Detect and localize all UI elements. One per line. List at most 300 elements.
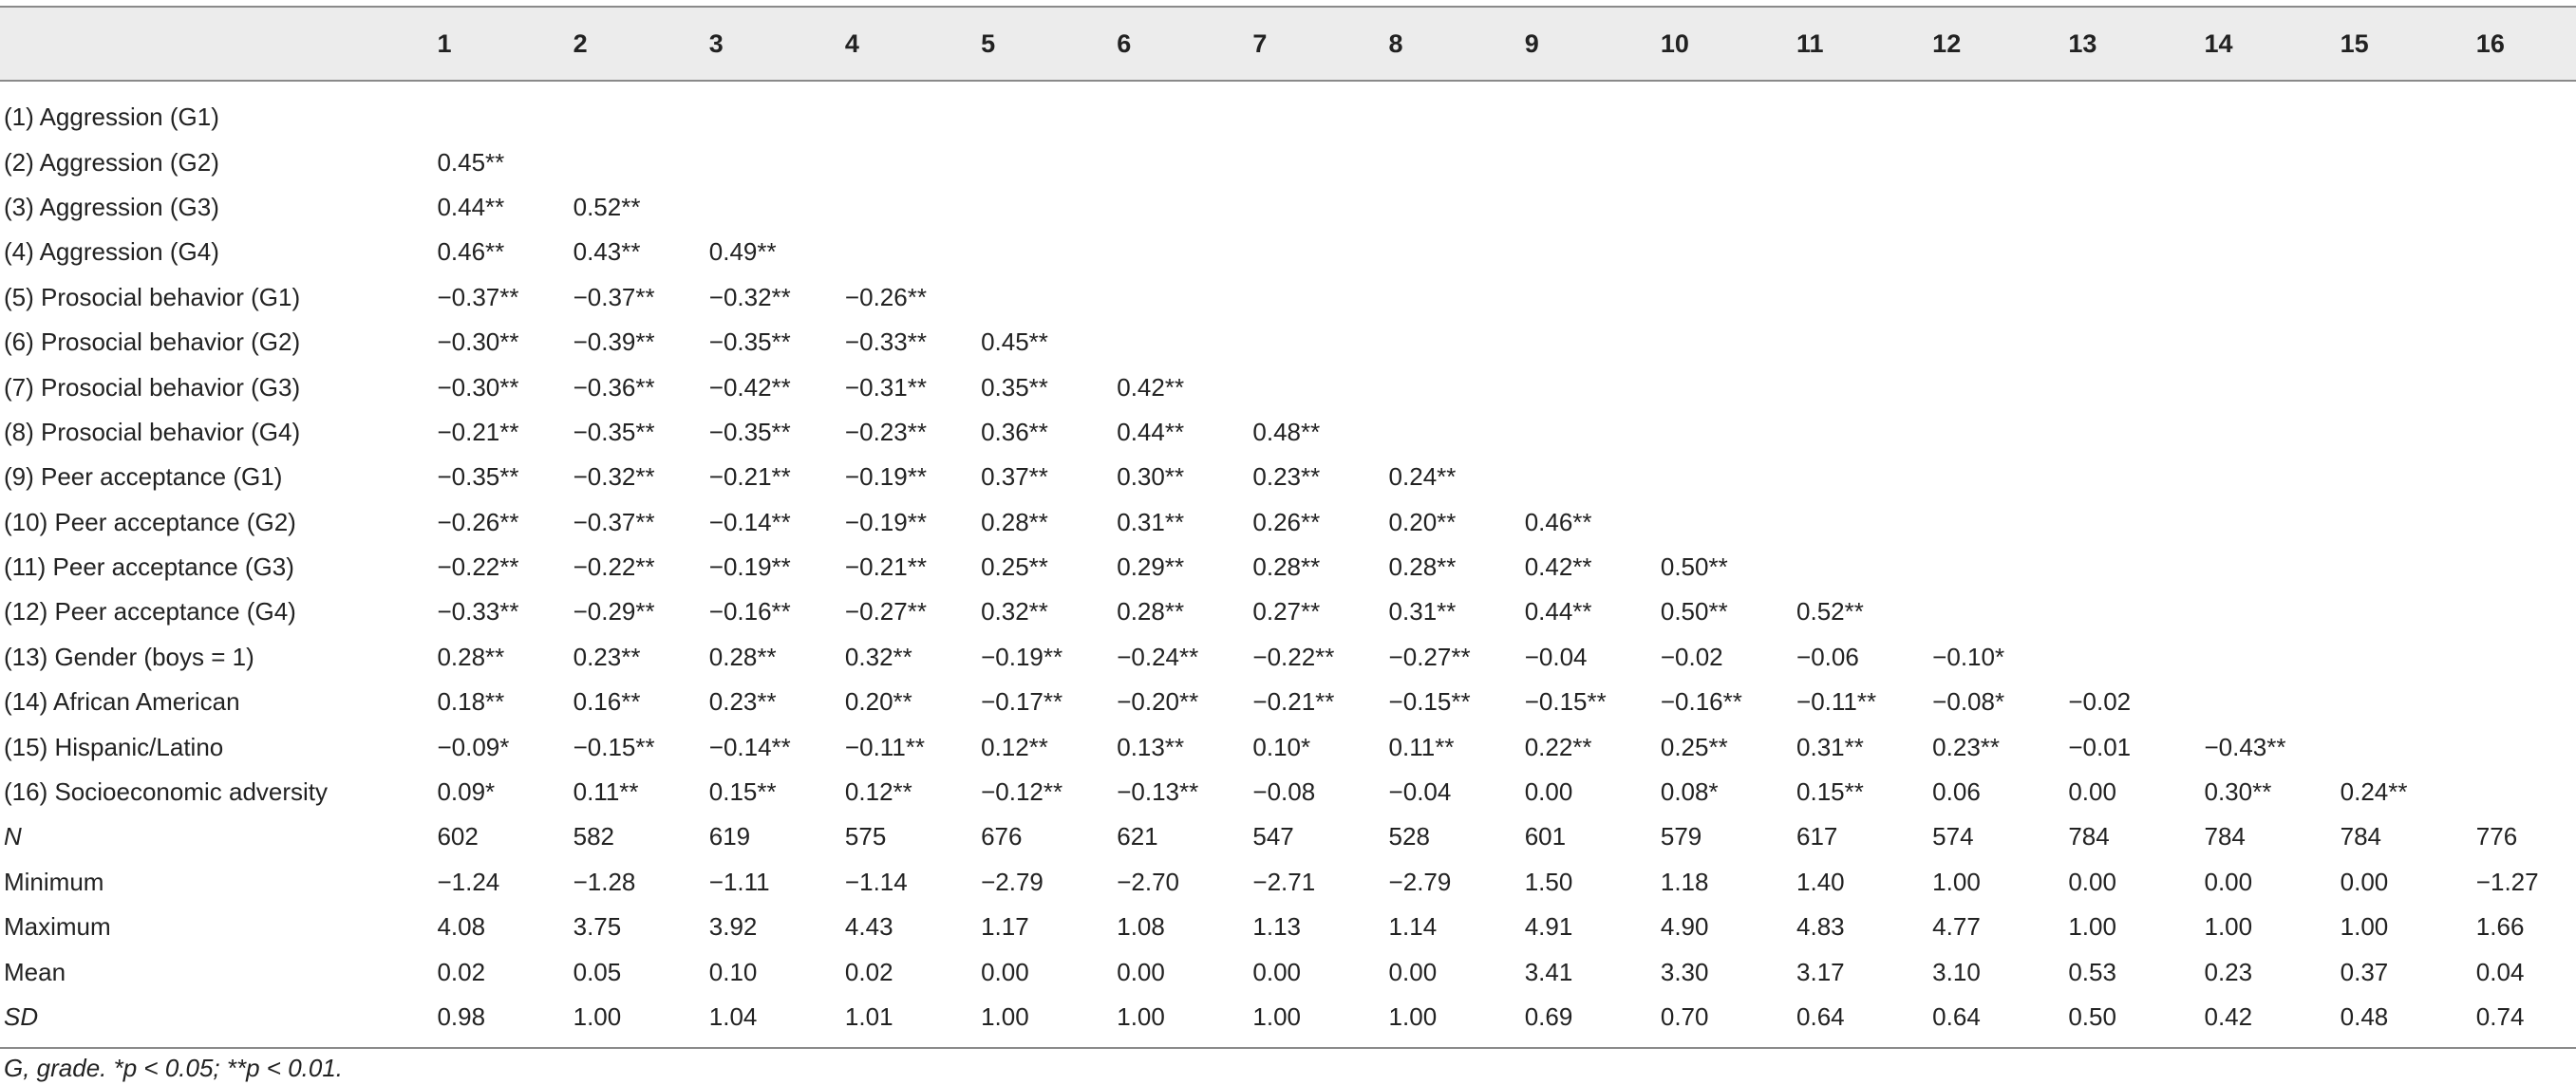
table-cell	[671, 81, 807, 140]
row-label: (13) Gender (boys = 1)	[4, 642, 254, 671]
table-cell: 0.23**	[708, 687, 777, 717]
table-body	[0, 81, 2576, 1048]
table-cell: −0.30**	[437, 372, 519, 402]
table-cell	[2166, 275, 2302, 320]
table-row	[0, 589, 2576, 634]
table-cell: −0.01	[2068, 732, 2132, 761]
table-cell: 0.70	[1623, 995, 1758, 1048]
column-header: 10	[1623, 7, 1758, 81]
table-cell: 0.32**	[844, 642, 912, 671]
table-cell	[2438, 635, 2576, 680]
table-cell	[2303, 724, 2438, 769]
table-cell: 0.24**	[1388, 462, 1457, 492]
row-label: Maximum	[4, 912, 111, 942]
table-cell: −0.35**	[437, 462, 519, 492]
row-label: N	[4, 822, 22, 851]
table-cell	[2438, 724, 2576, 769]
table-cell	[1487, 81, 1623, 140]
table-cell	[2303, 545, 2438, 589]
table-cell: 0.36**	[981, 417, 1048, 446]
table-cell	[1623, 185, 1758, 230]
table-row	[0, 724, 2576, 769]
table-cell: −0.27**	[1388, 642, 1471, 671]
table-cell: 0.31**	[1796, 732, 1864, 761]
column-header: 1	[399, 7, 535, 81]
table-row	[0, 905, 2576, 949]
table-cell	[2438, 365, 2576, 409]
table-cell	[1758, 320, 1894, 365]
table-cell: 0.31**	[1117, 507, 1185, 536]
table-cell: 0.29**	[1117, 552, 1185, 582]
table-cell: −0.35**	[708, 417, 791, 446]
column-header: 8	[1351, 7, 1487, 81]
table-cell: 0.43**	[573, 237, 641, 267]
table-cell	[1079, 81, 1214, 140]
table-row	[0, 365, 2576, 409]
table-cell: 0.16**	[573, 687, 641, 717]
table-cell: 0.52**	[573, 192, 641, 221]
table-cell	[1894, 410, 2030, 455]
table-cell: 0.28**	[1388, 552, 1457, 582]
table-cell: 0.10	[708, 957, 758, 986]
table-cell	[2303, 680, 2438, 724]
table-cell	[1487, 320, 1623, 365]
table-cell	[1758, 275, 1894, 320]
table-cell: 0.23**	[1932, 732, 2001, 761]
row-label: (6) Prosocial behavior (G2)	[4, 327, 301, 357]
table-cell: 0.24**	[2340, 777, 2408, 807]
table-cell: 0.11**	[1388, 732, 1455, 761]
column-header: 16	[2438, 7, 2576, 81]
table-cell: −0.21**	[1252, 687, 1335, 717]
row-label: (1) Aggression (G1)	[4, 103, 219, 132]
table-row	[0, 230, 2576, 274]
table-cell: 0.30**	[2204, 777, 2272, 807]
table-cell: −0.08*	[1932, 687, 2005, 717]
table-cell	[2030, 589, 2166, 634]
column-header: 3	[671, 7, 807, 81]
table-cell	[536, 140, 671, 184]
table-cell	[1623, 455, 1758, 499]
table-cell: −0.32**	[573, 462, 655, 492]
table-cell: 1.00	[943, 995, 1079, 1048]
table-cell: −0.37**	[573, 282, 655, 311]
row-label: (5) Prosocial behavior (G1)	[4, 282, 301, 311]
table-cell: 0.50	[2030, 995, 2166, 1048]
table-cell	[2166, 455, 2302, 499]
table-cell: −0.35**	[708, 327, 791, 357]
table-cell	[2438, 500, 2576, 545]
table-cell: 1.13	[1252, 912, 1301, 942]
table-cell	[1623, 500, 1758, 545]
table-cell	[1758, 410, 1894, 455]
table-cell: 0.15**	[708, 777, 777, 807]
table-cell: 0.64	[1894, 995, 2030, 1048]
table-cell: −0.04	[1524, 642, 1588, 671]
table-cell: −0.31**	[844, 372, 927, 402]
table-cell: −2.79	[1388, 867, 1452, 896]
table-cell: 0.04	[2475, 957, 2525, 986]
column-header: 15	[2303, 7, 2438, 81]
table-cell	[1079, 230, 1214, 274]
table-cell	[1079, 185, 1214, 230]
table-cell: 0.23**	[1252, 462, 1321, 492]
table-cell: −0.11**	[844, 732, 926, 761]
table-cell	[2030, 81, 2166, 140]
table-cell: −0.37**	[437, 282, 519, 311]
table-cell	[2438, 455, 2576, 499]
table-cell: −0.10*	[1932, 642, 2005, 671]
table-cell: −0.15**	[573, 732, 655, 761]
table-cell: −0.22**	[573, 552, 655, 582]
table-footnote: G, grade. *p < 0.05; **p < 0.01.	[4, 1054, 344, 1082]
table-row	[0, 635, 2576, 680]
table-cell	[1894, 81, 2030, 140]
table-cell: 0.13**	[1117, 732, 1185, 761]
table-cell: 0.28**	[1252, 552, 1321, 582]
table-cell: 4.83	[1796, 912, 1845, 942]
table-cell: 0.64	[1758, 995, 1894, 1048]
table-cell: 0.42	[2166, 995, 2302, 1048]
table-cell: 0.11**	[573, 777, 639, 807]
table-cell: 575	[844, 822, 887, 851]
table-header-row	[0, 7, 2576, 81]
table-cell	[2166, 365, 2302, 409]
table-cell	[1214, 320, 1350, 365]
table-row	[0, 949, 2576, 994]
column-header: 6	[1079, 7, 1214, 81]
table-row	[0, 81, 2576, 140]
table-cell	[2438, 185, 2576, 230]
row-label: (10) Peer acceptance (G2)	[4, 507, 296, 536]
table-cell: 0.44**	[437, 192, 505, 221]
table-cell: 0.00	[1252, 957, 1301, 986]
table-cell: 0.00	[2068, 867, 2116, 896]
table-cell: 0.52**	[1796, 597, 1864, 627]
table-cell: 3.92	[708, 912, 758, 942]
table-cell: 601	[1524, 822, 1567, 851]
table-cell: 3.17	[1796, 957, 1845, 986]
table-cell: −0.13**	[1117, 777, 1199, 807]
table-cell: 0.69	[1487, 995, 1623, 1048]
table-cell: −0.15**	[1524, 687, 1607, 717]
table-cell: −1.14	[844, 867, 908, 896]
table-cell	[943, 185, 1079, 230]
table-cell	[1214, 140, 1350, 184]
table-cell	[2438, 680, 2576, 724]
table-cell: −0.26**	[437, 507, 519, 536]
table-cell	[1214, 185, 1350, 230]
table-cell	[1894, 589, 2030, 634]
table-cell: 1.00	[1932, 867, 1981, 896]
table-cell: 4.08	[437, 912, 486, 942]
correlation-table-container	[0, 6, 2576, 1049]
table-cell: −0.22**	[1252, 642, 1335, 671]
table-cell: 784	[2204, 822, 2246, 851]
table-cell: 0.53	[2068, 957, 2116, 986]
table-cell: 0.42**	[1524, 552, 1592, 582]
table-cell	[2438, 410, 2576, 455]
table-cell: 602	[437, 822, 479, 851]
table-cell: 0.31**	[1388, 597, 1457, 627]
table-cell	[2166, 185, 2302, 230]
table-cell: 4.90	[1660, 912, 1709, 942]
table-cell: 4.77	[1932, 912, 1981, 942]
table-cell	[1894, 275, 2030, 320]
table-cell	[1623, 365, 1758, 409]
table-cell	[1214, 275, 1350, 320]
table-cell: 0.00	[2068, 777, 2116, 807]
table-cell: 0.50**	[1660, 597, 1728, 627]
table-cell: 784	[2340, 822, 2382, 851]
table-cell: 0.08*	[1660, 777, 1719, 807]
table-cell: −0.09*	[437, 732, 510, 761]
table-cell: 0.48**	[1252, 417, 1321, 446]
row-label: (12) Peer acceptance (G4)	[4, 597, 296, 627]
table-cell	[1894, 140, 2030, 184]
row-label: (14) African American	[4, 687, 240, 717]
table-cell: 0.23	[2204, 957, 2253, 986]
table-cell	[671, 185, 807, 230]
table-cell: 0.44**	[1524, 597, 1592, 627]
table-cell: 1.00	[2204, 912, 2253, 942]
table-cell	[807, 230, 943, 274]
table-cell	[1351, 230, 1487, 274]
table-cell: 0.74	[2438, 995, 2576, 1048]
table-cell: 0.00	[1524, 777, 1573, 807]
table-cell	[2166, 500, 2302, 545]
table-cell: −0.35**	[573, 417, 655, 446]
table-cell: −0.42**	[708, 372, 791, 402]
table-cell	[1758, 230, 1894, 274]
table-cell: 0.28**	[708, 642, 777, 671]
table-cell: −0.19**	[981, 642, 1063, 671]
table-cell	[807, 140, 943, 184]
table-cell: 4.91	[1524, 912, 1573, 942]
table-cell: −0.15**	[1388, 687, 1471, 717]
table-cell: 0.26**	[1252, 507, 1321, 536]
row-label: (4) Aggression (G4)	[4, 237, 219, 267]
table-cell	[1623, 230, 1758, 274]
row-label: (9) Peer acceptance (G1)	[4, 462, 283, 492]
table-cell	[1623, 140, 1758, 184]
table-cell: −0.27**	[844, 597, 927, 627]
table-cell	[1487, 365, 1623, 409]
table-cell	[2166, 81, 2302, 140]
table-cell	[1758, 500, 1894, 545]
table-cell: −0.43**	[2204, 732, 2286, 761]
table-cell: 0.15**	[1796, 777, 1864, 807]
table-cell	[2030, 410, 2166, 455]
table-cell: 776	[2475, 822, 2518, 851]
table-cell: 1.00	[2068, 912, 2116, 942]
table-row	[0, 140, 2576, 184]
table-cell: 0.20**	[1388, 507, 1457, 536]
table-cell: 1.08	[1117, 912, 1165, 942]
row-label: Minimum	[4, 867, 104, 896]
table-cell: −2.79	[981, 867, 1044, 896]
column-header: 5	[943, 7, 1079, 81]
table-cell	[1351, 140, 1487, 184]
table-cell: 574	[1932, 822, 1974, 851]
table-cell: −0.08	[1252, 777, 1316, 807]
table-cell: 619	[708, 822, 751, 851]
table-cell	[536, 81, 671, 140]
table-cell	[1214, 365, 1350, 409]
table-cell	[2303, 500, 2438, 545]
table-cell: −0.39**	[573, 327, 655, 357]
table-cell	[1351, 320, 1487, 365]
table-cell: 0.25**	[1660, 732, 1728, 761]
table-cell: 1.17	[981, 912, 1029, 942]
table-cell	[2303, 185, 2438, 230]
table-cell	[2438, 589, 2576, 634]
table-cell	[2030, 230, 2166, 274]
table-row	[0, 500, 2576, 545]
table-cell	[1623, 275, 1758, 320]
table-cell: −1.11	[708, 867, 770, 896]
table-cell	[2438, 140, 2576, 184]
table-cell: −1.28	[573, 867, 636, 896]
table-cell	[2030, 365, 2166, 409]
correlation-table	[0, 6, 2576, 1049]
table-cell: 0.32**	[981, 597, 1048, 627]
table-cell	[1623, 320, 1758, 365]
table-cell	[1487, 455, 1623, 499]
table-cell: 0.00	[2204, 867, 2253, 896]
table-cell	[2438, 545, 2576, 589]
table-cell: −0.12**	[981, 777, 1063, 807]
table-cell	[1351, 185, 1487, 230]
table-cell	[2303, 365, 2438, 409]
table-cell: −0.21**	[708, 462, 791, 492]
table-cell: 579	[1660, 822, 1702, 851]
table-cell	[1351, 275, 1487, 320]
table-cell: −0.30**	[437, 327, 519, 357]
table-cell: 0.30**	[1117, 462, 1185, 492]
table-cell	[2303, 140, 2438, 184]
table-cell: 528	[1388, 822, 1430, 851]
table-cell	[1487, 410, 1623, 455]
table-cell	[2166, 230, 2302, 274]
table-cell	[1487, 140, 1623, 184]
table-cell	[2030, 275, 2166, 320]
column-header: 9	[1487, 7, 1623, 81]
row-label: (16) Socioeconomic adversity	[4, 777, 329, 807]
table-cell: 0.37**	[981, 462, 1048, 492]
table-cell: −2.70	[1117, 867, 1180, 896]
table-cell	[2303, 320, 2438, 365]
table-cell	[2030, 320, 2166, 365]
table-cell: 3.30	[1660, 957, 1709, 986]
table-row	[0, 275, 2576, 320]
table-cell: −0.17**	[981, 687, 1063, 717]
table-cell: 0.48	[2303, 995, 2438, 1048]
table-cell: 1.00	[1079, 995, 1214, 1048]
table-cell	[2438, 770, 2576, 814]
column-header: 7	[1214, 7, 1350, 81]
table-cell: 0.23**	[573, 642, 641, 671]
table-cell	[2303, 589, 2438, 634]
table-cell: −2.71	[1252, 867, 1316, 896]
table-cell	[2166, 635, 2302, 680]
table-cell: 582	[573, 822, 614, 851]
table-cell: −0.14**	[708, 732, 791, 761]
table-row	[0, 410, 2576, 455]
table-cell: −0.02	[1660, 642, 1723, 671]
table-cell	[1214, 230, 1350, 274]
table-cell: 0.05	[573, 957, 622, 986]
table-cell: 0.12**	[844, 777, 912, 807]
table-cell: 1.50	[1524, 867, 1573, 896]
row-label: (7) Prosocial behavior (G3)	[4, 372, 301, 402]
table-row	[0, 545, 2576, 589]
table-cell: 0.37	[2340, 957, 2389, 986]
row-label: (2) Aggression (G2)	[4, 147, 219, 177]
table-cell	[943, 140, 1079, 184]
table-cell: −0.33**	[844, 327, 927, 357]
table-cell	[2438, 275, 2576, 320]
table-cell	[1487, 230, 1623, 274]
table-cell	[2030, 635, 2166, 680]
table-cell: −0.23**	[844, 417, 927, 446]
table-cell	[1758, 81, 1894, 140]
column-header: 11	[1758, 7, 1894, 81]
table-cell	[2030, 140, 2166, 184]
table-cell	[1487, 185, 1623, 230]
table-cell: 0.00	[1117, 957, 1165, 986]
table-cell: −0.21**	[844, 552, 927, 582]
table-cell	[2166, 140, 2302, 184]
table-cell	[1758, 455, 1894, 499]
table-cell: 621	[1117, 822, 1158, 851]
table-cell: 0.46**	[1524, 507, 1592, 536]
table-cell	[807, 81, 943, 140]
table-cell: −0.26**	[844, 282, 927, 311]
table-cell: 3.41	[1524, 957, 1573, 986]
table-cell	[1623, 81, 1758, 140]
row-label: (8) Prosocial behavior (G4)	[4, 417, 301, 446]
table-cell	[1758, 185, 1894, 230]
table-cell	[943, 275, 1079, 320]
table-cell: 0.50**	[1660, 552, 1728, 582]
table-cell: 0.22**	[1524, 732, 1592, 761]
table-cell: −0.29**	[573, 597, 655, 627]
column-header: 12	[1894, 7, 2030, 81]
table-cell	[1487, 275, 1623, 320]
table-cell	[2166, 410, 2302, 455]
table-cell: 0.00	[981, 957, 1029, 986]
table-cell: 1.66	[2475, 912, 2525, 942]
table-cell	[2303, 635, 2438, 680]
table-cell: 1.01	[807, 995, 943, 1048]
table-row	[0, 680, 2576, 724]
table-cell	[2030, 455, 2166, 499]
header-corner	[0, 7, 399, 81]
table-cell: 1.04	[671, 995, 807, 1048]
table-cell: 1.00	[1351, 995, 1487, 1048]
table-cell: 0.42**	[1117, 372, 1185, 402]
table-cell: 676	[981, 822, 1023, 851]
row-label: (11) Peer acceptance (G3)	[4, 552, 294, 582]
table-cell	[2303, 455, 2438, 499]
table-cell: 4.43	[844, 912, 893, 942]
table-cell: −0.16**	[1660, 687, 1742, 717]
table-cell	[1894, 455, 2030, 499]
table-cell: 0.49**	[708, 237, 777, 267]
table-cell: −0.32**	[708, 282, 791, 311]
table-cell: 0.00	[2340, 867, 2389, 896]
